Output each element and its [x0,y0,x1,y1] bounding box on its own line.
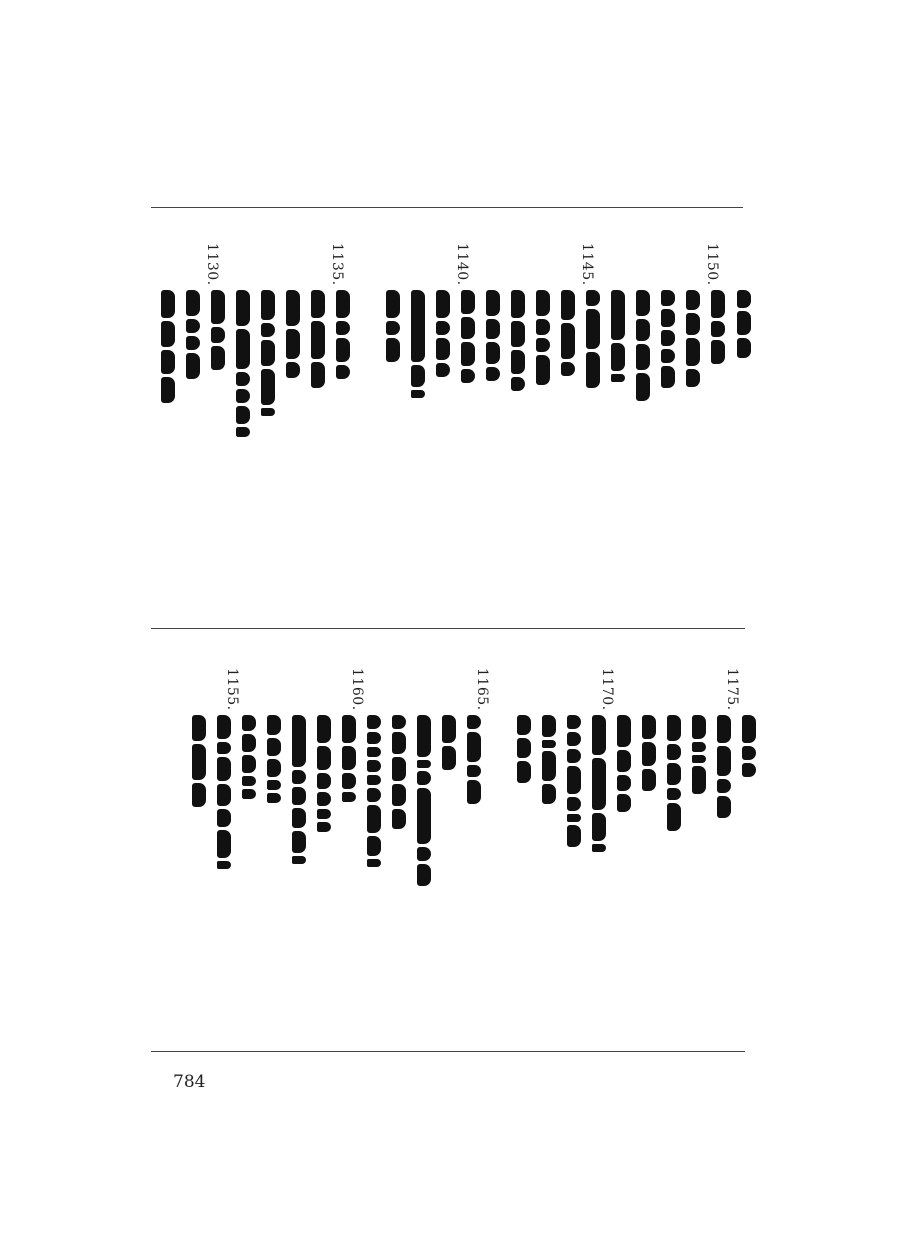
script-column [641,715,657,794]
line-number: 1165. [474,668,490,711]
script-column [516,715,532,786]
line-number: 1170. [599,668,615,711]
script-column [191,715,207,810]
script-column [291,715,307,867]
script-column [416,715,432,889]
script-column [410,290,426,401]
script-column [160,290,176,406]
script-column [585,290,601,391]
script-column [260,290,276,419]
script-column [541,715,557,807]
script-column [560,290,576,379]
script-column [591,715,607,855]
script-column [566,715,582,850]
script-column [185,290,201,382]
script-column [366,715,382,870]
line-number: 1150. [704,243,720,286]
bottom-rule [151,1051,745,1052]
script-column [691,715,707,797]
line-number: 1145. [579,243,595,286]
script-column [485,290,501,384]
script-column [341,715,357,805]
line-number: 1155. [224,668,240,711]
line-number: 1175. [724,668,740,711]
script-column [216,715,232,872]
middle-rule [151,628,745,629]
script-column [210,290,226,373]
line-number: 1135. [329,243,345,286]
script-column [310,290,326,391]
script-column [335,290,351,382]
script-column [316,715,332,835]
script-column [441,715,457,773]
line-number: 1130. [204,243,220,286]
script-column [510,290,526,394]
script-column [266,715,282,806]
script-column [635,290,651,404]
script-column [460,290,476,386]
script-column [385,290,401,365]
script-column [685,290,701,390]
script-column [535,290,551,388]
script-column [285,290,301,381]
page-number: 784 [173,1072,206,1092]
script-column [666,715,682,834]
script-column [241,715,257,802]
script-column [391,715,407,832]
script-column [660,290,676,391]
line-number: 1160. [349,668,365,711]
line-number: 1140. [454,243,470,286]
script-column [235,290,251,440]
script-column [716,715,732,821]
script-column [736,290,752,361]
script-column [610,290,626,385]
script-column [710,290,726,367]
script-column [466,715,482,807]
script-column [616,715,632,815]
script-column [741,715,757,780]
top-rule [151,207,743,208]
script-column [435,290,451,380]
